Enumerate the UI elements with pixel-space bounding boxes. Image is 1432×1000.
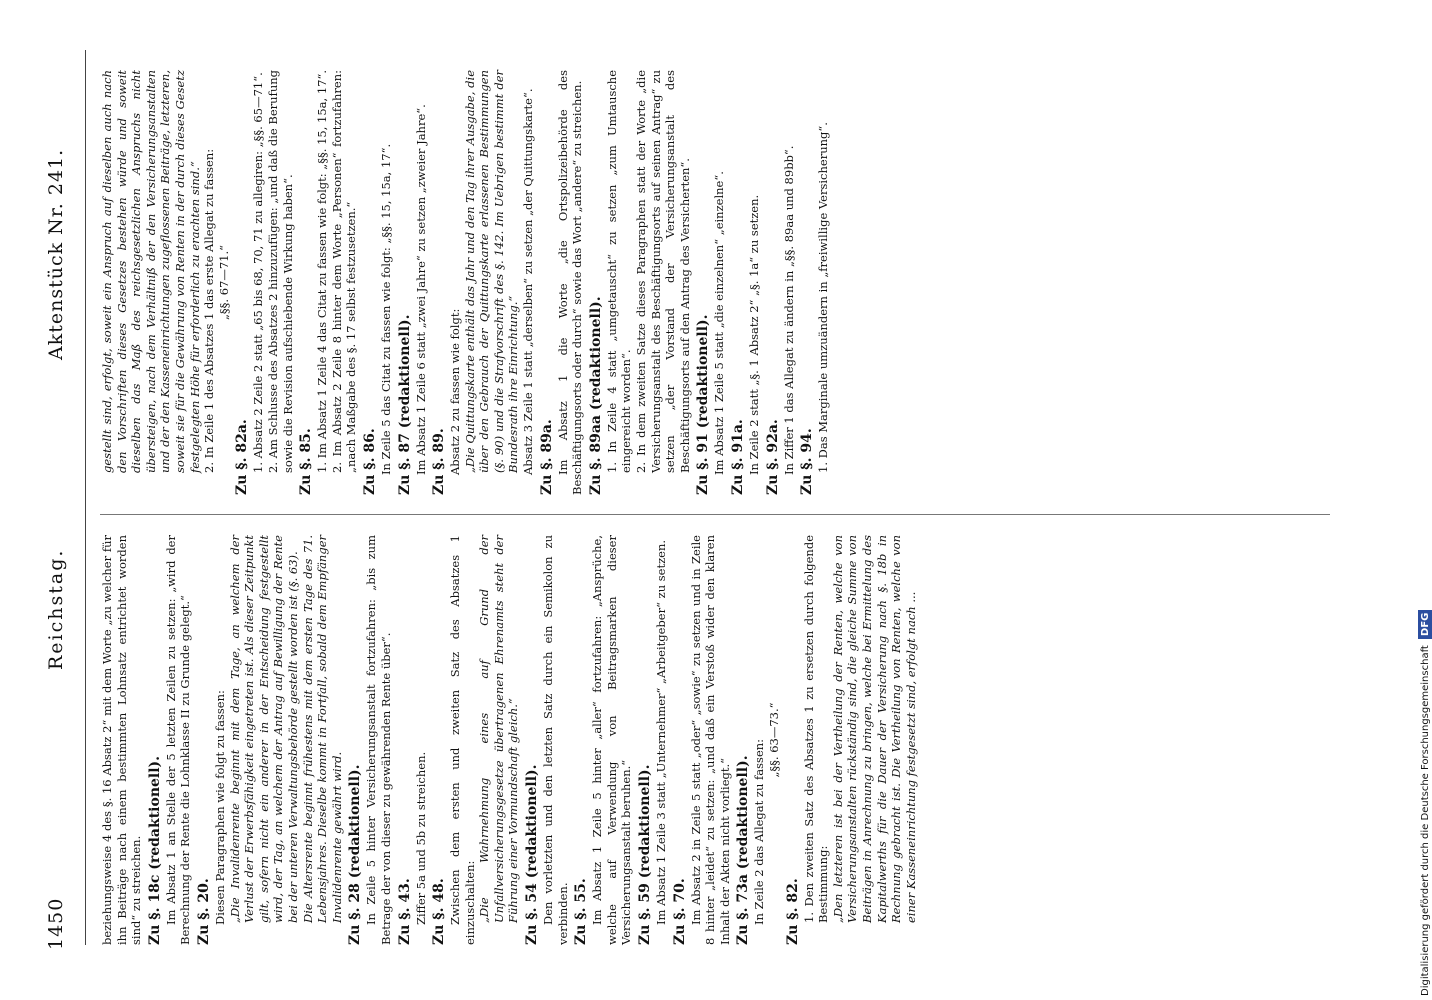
paragraph: Diesen Paragraphen wie folgt zu fassen: [212, 690, 227, 925]
quotation: „Die Invalidenrente beginnt mit dem Tage, an welchem der Verlust der Erwerbsfähigkeit eingetreten ist. Als dieser Zeitpunkt gilt, sofern nicht ein anderer in der Entscheidung festgestellt wird, der Tag, an welchem der Antrag auf Bewilligung der Rente bei der unteren Verwaltungsbehörde gestellt worden ist (§. 63). [227, 535, 300, 923]
section-heading-59: Zu §. 59 (redaktionell). [637, 764, 654, 945]
credit-line [1418, 6, 1432, 996]
section-heading-89: Zu §. 89. [431, 428, 448, 495]
section-heading-91: Zu §. 91 (redaktionell). [695, 314, 712, 495]
running-header [45, 0, 75, 1000]
paragraph: Im Absatz 1 Zeile 5 hinter „aller“ fortzufahren: „Ansprüche, welche auf Verwendung von Beitragsmarken dieser Versicherungsanstalt beruhen.“ [590, 535, 634, 945]
paragraph: 1. Absatz 2 Zeile 2 statt „65 bis 68, 70, 71 zu allegiren: „§§. 65—71“. [251, 72, 266, 473]
paragraph: Im Absatz 1 Zeile 5 statt „die einzelnen“ „einzelne“. [712, 171, 727, 475]
paragraph: Absatz 2 zu fassen wie folgt: [448, 308, 463, 475]
section-heading-20: Zu §. 20. [195, 878, 212, 945]
section-heading-54: Zu §. 54 (redaktionell). [524, 764, 541, 945]
section-heading-94: Zu §. 94. [799, 428, 816, 495]
paragraph: beziehungsweise 4 des §. 16 Absatz 2“ mit dem Worte „zu welcher für ihn Beiträge nach einem bestimmten Lohnsatz entrichtet worden sind“ zu streichen. [100, 535, 144, 945]
paragraph: Im Absatz 1 Zeile 6 statt „zwei Jahre“ zu setzen „zweier Jahre“. [413, 104, 428, 475]
column-divider [100, 514, 1330, 515]
section-heading-92a: Zu §. 92a. [764, 419, 781, 495]
paragraph: In Ziffer 1 das Allegat zu ändern in „§§. 89aa und 89bb“. [781, 145, 796, 475]
section-heading-91a: Zu §. 91a. [730, 419, 746, 495]
paragraph: 2. Am Schlusse des Absatzes 2 hinzuzufügen: „und daß die Berufung sowie die Revision aufschiebende Wirkung haben“. [265, 70, 295, 473]
paragraph: Im Absatz 2 in Zeile 5 statt „oder“ „sowie“ zu setzen und in Zeile 8 hinter „leidet“ zu setzen: „und daß ein Verstoß wider den klaren Inhalt der Akten nicht vorliegt.“ [688, 535, 732, 945]
header-title: Reichstag. [45, 548, 67, 670]
paragraph: 1. Das Marginale umzuändern in „freiwillige Versicherung“. [816, 122, 831, 473]
paragraph: In Zeile 5 das Citat zu fassen wie folgt: „§§. 15, 15a, 17“. [378, 143, 393, 475]
quotation: „Die Quittungskarte enthält das Jahr und den Tag ihrer Ausgabe, die über den Gebrauch der Quittungskarte erlassenen Bestimmungen (§. 90) und die Strafvorschrift des §. 142. Im Uebrigen bestimmt der Bundesrath ihre Einrichtung.“ [462, 70, 521, 473]
paragraph: 1. Den zweiten Satz des Absatzes 1 zu ersetzen durch folgende Bestimmung: [801, 535, 831, 923]
page-number: 1450 [45, 897, 67, 950]
paragraph: Im Absatz 1 Zeile 3 statt „Unternehmer“ „Arbeitgeber“ zu setzen. [654, 539, 669, 925]
section-heading-87: Zu §. 87 (redaktionell). [396, 314, 413, 495]
paragraph: Den vorletzten und den letzten Satz durch ein Semikolon zu verbinden. [541, 535, 570, 945]
quotation: „§§. 67—71.“ [216, 244, 231, 321]
paragraph: Im Absatz 1 die Worte „die Ortspolizeibehörde des Beschäftigungsorts oder durch“ sowie das Wort „andere“ zu streichen. [555, 70, 585, 495]
right-column [100, 70, 831, 495]
section-heading-82a: Zu §. 82a. [234, 419, 251, 495]
section-heading-18c: Zu §. 18c (redaktionell). [146, 755, 163, 945]
paragraph: Ziffer 5a und 5b zu streichen. [413, 751, 428, 925]
paragraph: 2. Im Absatz 2 Zeile 8 hinter dem Worte „Personen“ fortzufahren: „nach Maßgabe des §. 17 selbst festzusetzen.“ [329, 70, 359, 473]
section-heading-89aa: Zu §. 89aa (redaktionell). [587, 296, 604, 495]
quotation: gestellt sind, erfolgt, soweit ein Anspruch auf dieselben auch nach den Vorschriften dieses Gesetzes bestehen würde und soweit dieselben das Maß des reichsgesetzlichen Anspruchs nicht übersteigen, nach dem Verhältniß der den Versicherungsanstalten und der den Kasseneinrichtungen zugeflossenen Beiträge, letzteren, soweit sie für die Gewährung von Renten in der durch dieses Gesetz festgelegten Höhe für erforderlich zu erachten sind.“ [100, 70, 202, 473]
left-column [100, 535, 918, 945]
section-heading-85: Zu §. 85. [298, 428, 315, 495]
quotation: „Den letzteren ist bei der Vertheilung der Renten, welche von Versicherungsanstalten rückständig sind, die gleiche Summe von Beiträgen in Anrechnung zu bringen, welche bei Ermittelung des Kapitalwerths für die Dauer der Versicherung nach §. 18b in Rechnung gebracht ist. Die Vertheilung von Renten, welche von einer Kasseneinrichtung festgesetzt sind, erfolgt nach ... [830, 535, 918, 923]
header-rule [85, 50, 86, 945]
paragraph: Zwischen dem ersten und zweiten Satz des Absatzes 1 einzuschalten: [448, 535, 477, 945]
paragraph: 1. In Zeile 4 statt „umgetauscht“ zu setzen „zum Umtausche eingereicht worden“. [604, 70, 634, 473]
section-heading-73a: Zu §. 73a (redaktionell). [735, 755, 752, 945]
quotation: „§§. 63—73.“ [767, 702, 781, 778]
quotation: „Die Wahrnehmung eines auf Grund der Unfallversicherungsgesetze übertragenen Ehrenamts steht der Führung einer Vormundschaft gleich.“ [477, 535, 521, 923]
dfg-logo: DFG [1418, 610, 1432, 639]
section-heading-28: Zu §. 28 (redaktionell). [347, 764, 364, 945]
quotation: Die Altersrente beginnt frühestens mit dem ersten Tage des 71. Lebensjahres. Dieselbe kommt in Fortfall, sobald dem Empfänger Invalidenrente gewährt wird. [300, 535, 344, 923]
paragraph: 1. Im Absatz 1 Zeile 4 das Citat zu fassen wie folgt: „§§. 15, 15a, 17“. [315, 70, 330, 473]
header-subject: Aktenstück Nr. 241. [45, 148, 67, 360]
paragraph: In Zeile 2 das Allegat zu fassen: [752, 738, 767, 925]
section-heading-82: Zu §. 82. [784, 878, 801, 945]
section-heading-55: Zu §. 55. [573, 878, 590, 945]
paragraph: 2. In dem zweiten Satze dieses Paragraphen statt der Worte „die Versicherungsanstalt des Beschäftigungsorts auf seinen Antrag“ zu setzen „der Vorstand der Versicherungsanstalt des Beschäftigungsorts auf den Antrag des Versicherten“. [634, 70, 692, 473]
section-heading-70: Zu §. 70. [671, 878, 688, 945]
credit-text: Digitalisierung gefördert durch die Deutsche Forschungsgemeinschaft [1420, 645, 1431, 996]
section-heading-89a: Zu §. 89a. [538, 419, 555, 495]
digitization-credit [1418, 6, 1432, 996]
section-heading-48: Zu §. 48. [431, 878, 448, 945]
paragraph: 2. In Zeile 1 des Absatzes 1 das erste Allegat zu fassen: [202, 148, 217, 473]
paragraph: In Zeile 5 hinter Versicherungsanstalt fortzufahren: „bis zum Betrage der von dieser zu gewährenden Rente über“. [364, 535, 393, 945]
section-heading-86: Zu §. 86. [361, 428, 378, 495]
paragraph: Im Absatz 1 an Stelle der 5 letzten Zeilen zu setzen: „wird der Berechnung der Rente die Lohnklasse II zu Grunde gelegt.“ [163, 535, 193, 945]
section-heading-43: Zu §. 43. [396, 878, 413, 945]
paragraph: Absatz 3 Zeile 1 statt „derselben“ zu setzen „der Quittungskarte“. [521, 88, 536, 475]
paragraph: In Zeile 2 statt „§. 1 Absatz 2“ „§. 1a“ zu setzen. [747, 194, 761, 475]
